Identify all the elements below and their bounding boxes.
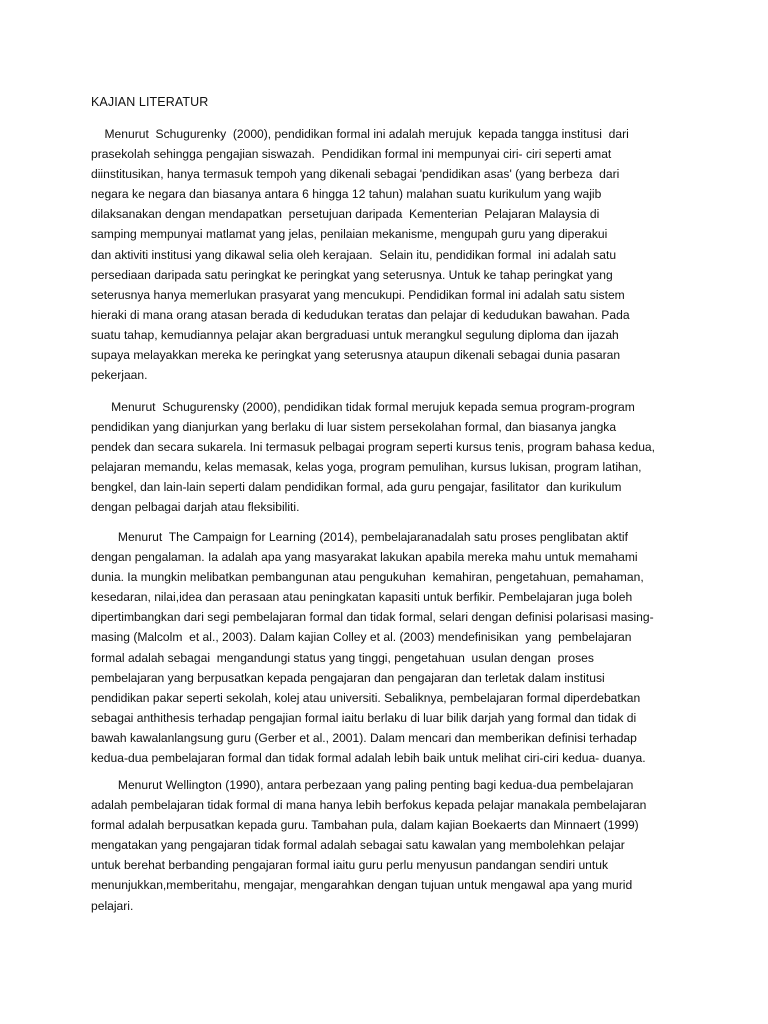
paragraph-line: masing (Malcolm et al., 2003). Dalam kajian Colley et al. (2003) mendefinisikan yang pembelajaran bbox=[91, 630, 632, 645]
paragraph-line: negara ke negara dan biasanya antara 6 hingga 12 tahun) malahan suatu kurikulum yang wajib bbox=[91, 187, 602, 202]
document-title: KAJIAN LITERATUR bbox=[91, 95, 209, 109]
paragraph-line: hieraki di mana orang atasan berada di kedudukan teratas dan pelajar di kedudukan bawahan. Pada bbox=[91, 307, 630, 322]
paragraph-line: dipertimbangkan dari segi pembelajaran formal dan tidak formal, selari dengan definisi polarisasi masing- bbox=[91, 610, 654, 625]
paragraph-line: Menurut The Campaign for Learning (2014), pembelajaranadalah satu proses penglibatan aktif bbox=[91, 530, 628, 544]
paragraph-line: kedua-dua pembelajaran formal dan tidak formal adalah lebih baik untuk melihat ciri-ciri kedua- duanya. bbox=[91, 751, 646, 766]
paragraph-line: pelajaran memandu, kelas memasak, kelas yoga, program pemulihan, kursus lukisan, program latihan, bbox=[91, 460, 642, 475]
paragraph-line: formal adalah berpusatkan kepada guru. Tambahan pula, dalam kajian Boekaerts dan Minnaert (1999) bbox=[91, 818, 639, 833]
paragraph-line: pendek dan secara sukarela. Ini termasuk pelbagai program seperti kursus tenis, program bahasa kedua, bbox=[91, 440, 656, 455]
paragraph-line: dunia. Ia mungkin melibatkan pembangunan atau pengukuhan kemahiran, pengetahuan, pemahaman, bbox=[91, 570, 644, 585]
paragraph-line: pendidikan yang dianjurkan yang berlaku di luar sistem persekolahan formal, dan biasanya jangka bbox=[91, 420, 617, 435]
paragraph-line: untuk berehat berbanding pengajaran formal iaitu guru perlu menyusun pandangan sendiri untuk bbox=[91, 858, 609, 873]
paragraph-line: menunjukkan,memberitahu, mengajar, mengarahkan dengan tujuan untuk mengawal apa yang murid bbox=[91, 878, 633, 893]
paragraph-line: bawah kawalanlangsung guru (Gerber et al., 2001). Dalam mencari dan memberikan definisi terhadap bbox=[91, 730, 637, 745]
paragraph-line: supaya melayakkan mereka ke peringkat yang seterusnya ataupun dikenali sebagai dunia pasaran bbox=[91, 348, 621, 363]
paragraph-line: Menurut Schugurensky (2000), pendidikan tidak formal merujuk kepada semua program-program bbox=[91, 400, 635, 414]
paragraph-line: kesedaran, nilai,idea dan perasaan atau peningkatan kapasiti untuk berfikir. Pembelajaran juga boleh bbox=[91, 590, 633, 605]
paragraph-line: pekerjaan. bbox=[91, 368, 148, 383]
paragraph-line: pelajari. bbox=[91, 898, 134, 913]
paragraph-line: mengatakan yang pengajaran tidak formal adalah sebagai satu kawalan yang membolehkan pelajar bbox=[91, 838, 625, 853]
paragraph-2 bbox=[91, 397, 689, 518]
paragraph-line: pendidikan pakar seperti sekolah, kolej atau universiti. Sebaliknya, pembelajaran formal diperdebatkan bbox=[91, 690, 641, 705]
paragraph-4 bbox=[91, 775, 689, 916]
paragraph-line: adalah pembelajaran tidak formal di mana hanya lebih berfokus kepada pelajar manakala pembelajaran bbox=[91, 798, 647, 813]
paragraph-3 bbox=[91, 527, 689, 768]
paragraph-line: pembelajaran yang berpusatkan kepada pengajaran dan pengajaran dan terletak dalam institusi bbox=[91, 670, 605, 685]
paragraph-line: Menurut Wellington (1990), antara perbezaan yang paling penting bagi kedua-dua pembelajaran bbox=[91, 778, 634, 792]
paragraph-line: dengan pengalaman. Ia adalah apa yang masyarakat lakukan apabila mereka mahu untuk memahami bbox=[91, 550, 638, 565]
paragraph-line: dan aktiviti institusi yang dikawal selia oleh kerajaan. Selain itu, pendidikan formal ini adalah satu bbox=[91, 247, 617, 262]
paragraph-line: suatu tahap, kemudiannya pelajar akan bergraduasi untuk merangkul segulung diploma dan ijazah bbox=[91, 327, 619, 342]
paragraph-line: diinstitusikan, hanya termasuk tempoh yang dikenali sebagai 'pendidikan asas' (yang berbeza dari bbox=[91, 167, 620, 182]
paragraph-line: sebagai anthithesis terhadap pengajian formal iaitu berlaku di luar bilik darjah yang formal dan tidak di bbox=[91, 710, 637, 725]
paragraph-line: formal adalah sebagai mengandungi status yang tinggi, pengetahuan usulan dengan proses bbox=[91, 650, 594, 665]
paragraph-line: samping mempunyai matlamat yang jelas, penilaian mekanisme, mengupah guru yang diperakui bbox=[91, 227, 608, 242]
paragraph-1 bbox=[91, 124, 689, 385]
paragraph-line: dilaksanakan dengan mendapatkan persetujuan daripada Kementerian Pelajaran Malaysia di bbox=[91, 207, 600, 222]
paragraph-line: Menurut Schugurenky (2000), pendidikan formal ini adalah merujuk kepada tangga institusi dari bbox=[91, 127, 629, 141]
paragraph-line: dengan pelbagai darjah atau fleksibiliti. bbox=[91, 500, 300, 515]
paragraph-line: bengkel, dan lain-lain seperti dalam pendidikan formal, ada guru pengajar, fasilitator dan kurikulum bbox=[91, 480, 622, 495]
paragraph-line: persediaan daripada satu peringkat ke peringkat yang seterusnya. Untuk ke tahap peringkat yang bbox=[91, 267, 613, 282]
paragraph-line: seterusnya hanya memerlukan prasyarat yang mencukupi. Pendidikan formal ini adalah satu sistem bbox=[91, 287, 625, 302]
paragraph-line: prasekolah sehingga pengajian siswazah. Pendidikan formal ini mempunyai ciri- ciri seperti amat bbox=[91, 147, 612, 162]
